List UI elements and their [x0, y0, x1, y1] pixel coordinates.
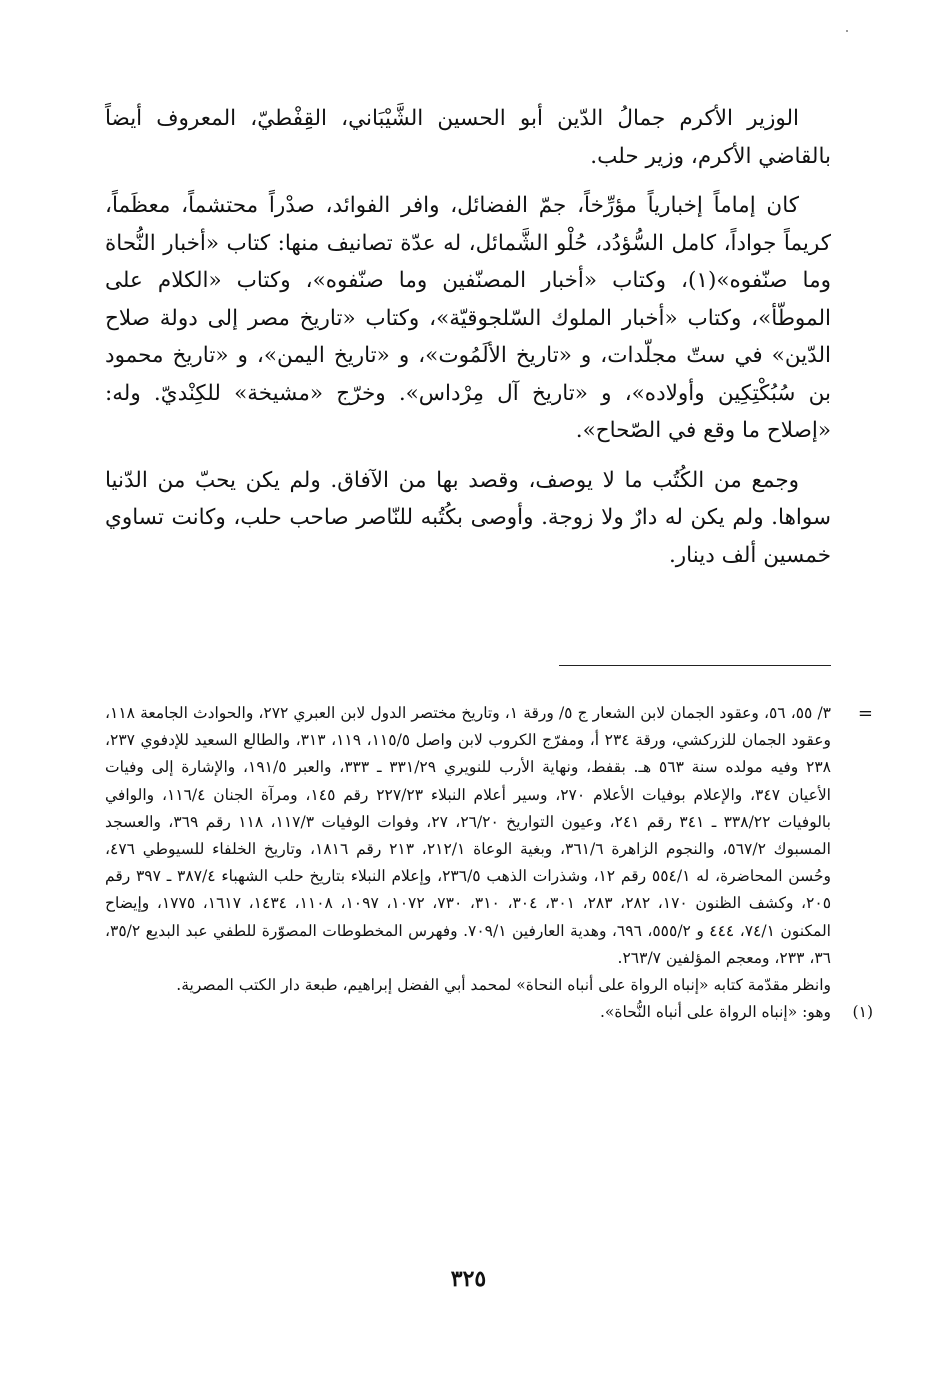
footnote-number: (١)	[852, 1003, 873, 1022]
continued-note	[105, 700, 873, 972]
scan-speck	[846, 30, 848, 32]
paragraph-3: وجمع من الكُتُب ما لا يوصف، وقصد بها من الآفاق. ولم يكن يحبّ من الدّنيا سواها. ولم يكن له دارٌ ولا زوجة. وأوصى بكُتُبه للنّاصر صاحب حلب، وكانت تساوي خمسين ألف دينار.	[105, 467, 831, 568]
continuation-mark: =	[857, 703, 873, 724]
paragraph-2: كان إماماً إخبارياً مؤرِّخاً، جمّ الفضائل، وافر الفوائد، صدْراً محتشماً، معظَماً، كريماً جواداً، كامل السُّؤدُد، حُلْو الشَّمائل، له عدّة تصانيف منها: كتاب «أخبار النُّحاة وما صنّفوه»(١)، وكتاب «أخبار المصنّفين وما صنّفوه»، وكتاب «الكلام على الموطّأ»، وكتاب «أخبار الملوك السّلجوقيّة»، وكتاب «تاريخ مصر إلى دولة صلاح الدّين» في ستّ مجلّدات، و «تاريخ الألَمُوت»، و «تاريخ اليمن»، و «تاريخ محمود بن سُبُكْتِكِين وأولاده»، و «تاريخ آل مِرْداس». وخرّج «مشيخة» للكِنْديّ. وله: «إصلاح ما وقع في الصّحاح».	[105, 193, 831, 443]
footnote-separator	[559, 665, 831, 666]
paragraph-1: الوزير الأكرم جمالُ الدّين أبو الحسين الشَّيْبَاني، القِفْطيّ، المعروف أيضاً بالقاضي الأكرم، وزير حلب.	[105, 106, 831, 169]
continued-note-text: ٣/ ٥٥، ٥٦، وعقود الجمان لابن الشعار ج ٥/ ورقة ١، وتاريخ مختصر الدول لابن العبري ٢٧٢، والحوادث الجامعة ١١٨، وعقود الجمان للزركشي، ورقة ٢٣٤ أ، ومفرّج الكروب لابن واصل ١١٥/٥، ١١٩، ٣١٣، والطالع السعيد للإدفوي ٢٣٧، ٢٣٨ وفيه مولده سنة ٥٦٣ هـ. بقفط، ونهاية الأرب للنويري ٣٣١/٢٩ ـ ٣٣٣، والعبر ١٩١/٥، والإشارة إلى وفيات الأعيان ٣٤٧، والإعلام بوفيات الأعلام ٢٧٠، وسير أعلام النبلاء ٢٢٧/٢٣ رقم ١٤٥، ومرآة الجنان ١١٦/٤، والوافي بالوفيات ٣٣٨/٢٢ ـ ٣٤١ رقم ٢٤١، وعيون التواريخ ٢٦/٢٠، ٢٧، وفوات الوفيات ١١٧/٣، ١١٨ رقم ٣٦٩، والعسجد المسبوك ٥٦٧/٢، والنجوم الزاهرة ٣٦١/٦، وبغية الوعاة ٢١٢/١، ٢١٣ رقم ١٨١٦، وتاريخ الخلفاء للسيوطي ٤٧٦، وحُسن المحاضرة، له ٥٥٤/١ رقم ١٢، وشذرات الذهب ٢٣٦/٥، وإعلام النبلاء بتاريخ حلب الشهباء ٣٨٧/٤ ـ ٣٩٧ رقم ٢٠٥، وكشف الظنون ١٧٠، ٢٨٢، ٢٨٣، ٣٠١، ٣٠٤، ٣١٠، ٧٣٠، ١٠٧٢، ١٠٩٧، ١١٠٨، ١٤٣٤، ١٦١٧، ١٧٧٥، وإيضاح المكنون ٧٤/١، ٤٤٤ و ٥٥٥/٢، ٦٩٦، وهدية العارفين ٧٠٩/١. وفهرس المخطوطات المصوّرة للطفي عبد البديع ٣٥/٢، ٣٦، ٢٣٣، ومعجم المؤلفين ٢٦٣/٧.	[105, 704, 832, 967]
footnote-1	[105, 999, 873, 1026]
main-text-body	[105, 100, 831, 586]
see-also-note: وانظر مقدّمة كتابه «إنباه الرواة على أنباه النحاة» لمحمد أبي الفضل إبراهيم، طبعة دار الكتب المصرية.	[176, 976, 831, 995]
page-number: ٣٢٥	[450, 1266, 487, 1292]
footnote-text: وهو: «إنباه الرواة على أنباه النُّحاة».	[599, 1003, 831, 1022]
footnotes-section	[105, 700, 873, 1026]
